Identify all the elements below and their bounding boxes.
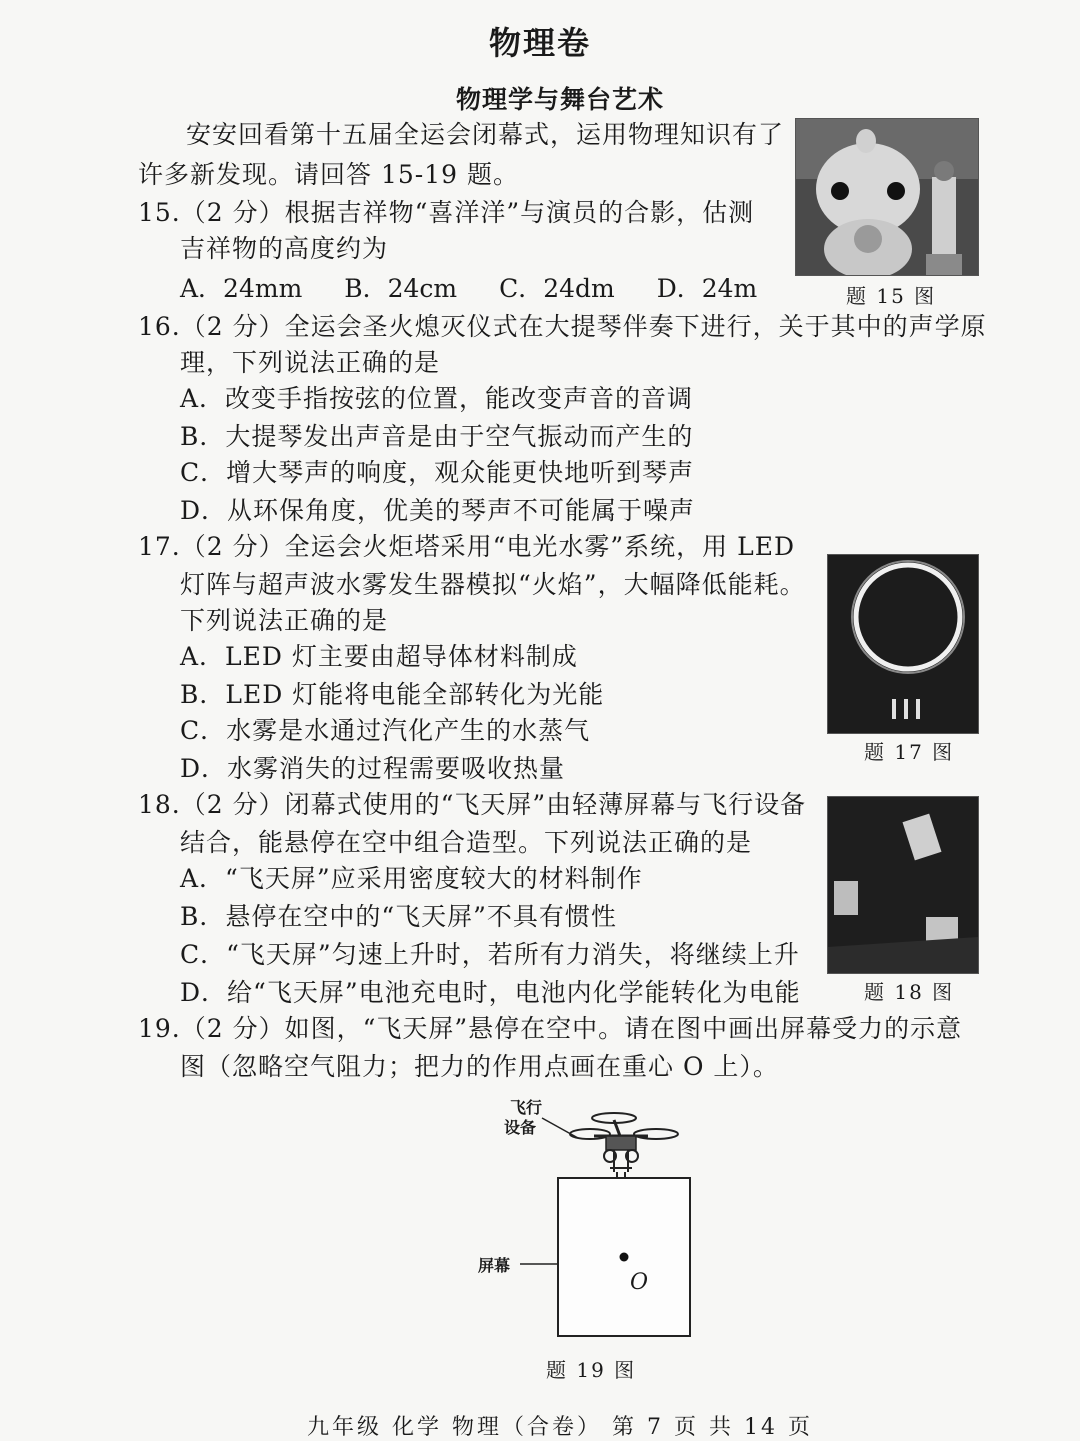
q18-figure-caption: 题 18 图 <box>864 980 955 1004</box>
device-leader-line <box>542 1118 578 1138</box>
q17-torch-photo <box>827 554 979 734</box>
q19-drone-screen-diagram <box>480 1090 710 1350</box>
q18-option-c: C．“飞天屏”匀速上升时，若所有力消失，将继续上升 <box>180 940 800 969</box>
page-title: 物理卷 <box>488 24 591 62</box>
q15-options <box>180 272 791 306</box>
page-footer: 九年级 化学 物理（合卷） 第 7 页 共 14 页 <box>307 1415 813 1440</box>
intro-line-1: 安安回看第十五届全运会闭幕式，运用物理知识有了 <box>186 120 785 149</box>
point-o-label: O <box>630 1270 649 1295</box>
drone-icon <box>570 1113 678 1178</box>
q18-option-b: B．悬停在空中的“飞天屏”不具有惯性 <box>180 902 617 931</box>
q16-option-b: B．大提琴发出声音是由于空气振动而产生的 <box>180 422 694 451</box>
q18-stem-line-2: 结合，能悬停在空中组合造型。下列说法正确的是 <box>180 828 753 857</box>
q16-option-a: A．改变手指按弦的位置，能改变声音的音调 <box>180 384 694 413</box>
q15-option-a: A．24mm <box>180 274 303 303</box>
section-subtitle: 物理学与舞台艺术 <box>455 85 664 114</box>
q19-figure-caption: 题 19 图 <box>546 1358 637 1382</box>
device-label-line-1: 飞行 <box>510 1098 543 1117</box>
q15-option-d: D．24m <box>656 274 758 303</box>
q16-option-c: C．增大琴声的响度，观众能更快地听到琴声 <box>180 458 695 487</box>
q17-option-d: D．水雾消失的过程需要吸收热量 <box>180 754 566 783</box>
q18-option-a: A．“飞天屏”应采用密度较大的材料制作 <box>180 864 643 893</box>
q19-stem-line-1: 19.（2 分）如图，“飞天屏”悬停在空中。请在图中画出屏幕受力的示意 <box>138 1014 963 1043</box>
device-label-line-2: 设备 <box>504 1118 537 1137</box>
q17-option-a: A．LED 灯主要由超导体材料制成 <box>180 642 578 671</box>
q16-stem-line-2: 理，下列说法正确的是 <box>180 348 441 377</box>
q17-figure-caption: 题 17 图 <box>864 740 955 764</box>
q15-option-c: C．24dm <box>499 274 615 303</box>
q17-option-c: C．水雾是水通过汽化产生的水蒸气 <box>180 716 591 745</box>
q18-option-d: D．给“飞天屏”电池充电时，电池内化学能转化为电能 <box>180 978 801 1007</box>
q15-mascot-photo <box>795 118 979 276</box>
q17-stem-line-3: 下列说法正确的是 <box>180 606 389 635</box>
intro-line-2: 许多新发现。请回答 15-19 题。 <box>138 160 519 189</box>
q15-figure-caption: 题 15 图 <box>846 284 937 308</box>
screen-label: 屏幕 <box>478 1256 511 1275</box>
center-of-gravity-point <box>620 1253 629 1262</box>
q18-stem-line-1: 18.（2 分）闭幕式使用的“飞天屏”由轻薄屏幕与飞行设备 <box>138 790 807 819</box>
q17-option-b: B．LED 灯能将电能全部转化为光能 <box>180 680 605 709</box>
q16-stem-line-1: 16.（2 分）全运会圣火熄灭仪式在大提琴伴奏下进行，关于其中的声学原 <box>138 312 987 341</box>
q17-stem-line-1: 17.（2 分）全运会火炬塔采用“电光水雾”系统，用 LED <box>138 532 796 561</box>
q17-stem-line-2: 灯阵与超声波水雾发生器模拟“火焰”，大幅降低能耗。 <box>180 570 806 599</box>
q15-stem-line-1: 15.（2 分）根据吉祥物“喜洋洋”与演员的合影，估测 <box>138 198 755 227</box>
q15-stem-line-2: 吉祥物的高度约为 <box>180 234 389 263</box>
q19-stem-line-2: 图（忽略空气阻力；把力的作用点画在重心 O 上）。 <box>180 1052 779 1081</box>
q18-screens-photo <box>827 796 979 974</box>
q15-option-b: B．24cm <box>344 274 458 303</box>
q16-option-d: D．从环保角度，优美的琴声不可能属于噪声 <box>180 496 696 525</box>
